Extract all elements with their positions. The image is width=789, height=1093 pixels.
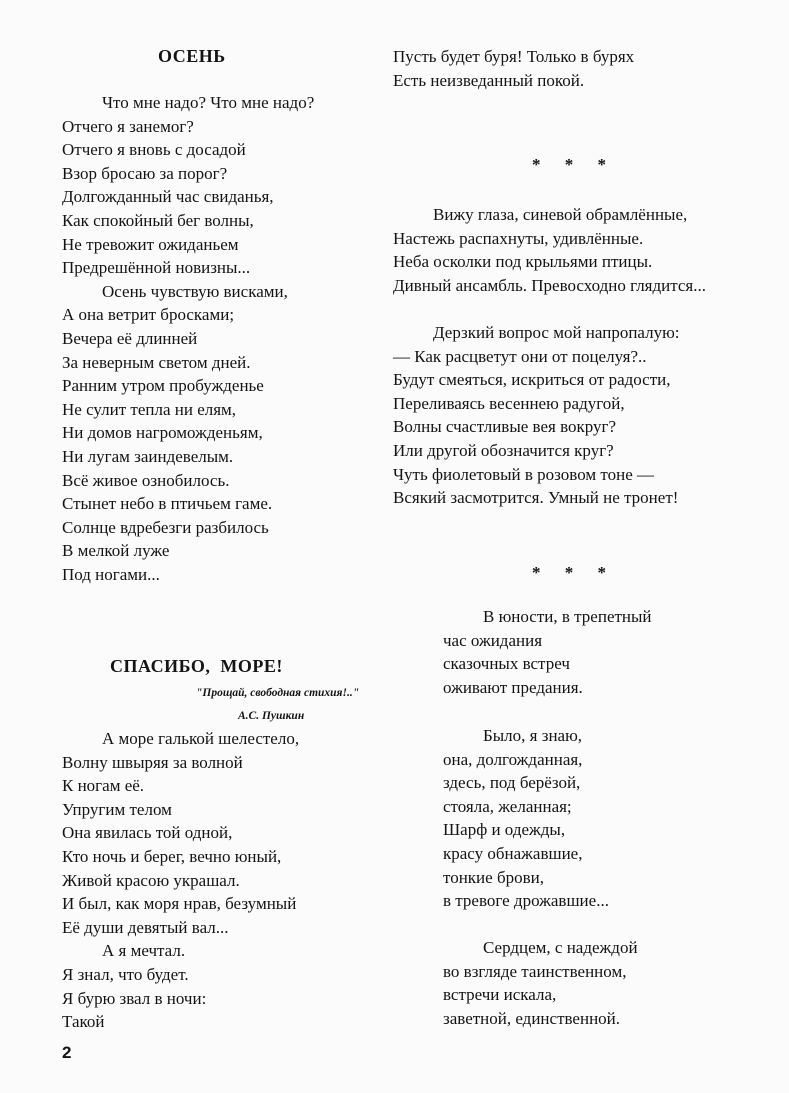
- poem-line: А море галькой шелестело,: [102, 729, 300, 748]
- poem-line: она, долгожданная,: [443, 749, 583, 769]
- poem-line: Чуть фиолетовый в розовом тоне —: [393, 464, 654, 484]
- poem-youth: [443, 605, 652, 699]
- poem-eyes: [393, 203, 706, 297]
- poem-autumn: [62, 91, 314, 586]
- poem-line: Не сулит тепла ни елям,: [62, 399, 237, 419]
- poem-line: заветной, единственной.: [443, 1008, 621, 1028]
- poem-line: Волну швыряя за волной: [62, 752, 243, 772]
- poem-line: Дивный ансамбль. Превосходно глядится...: [393, 275, 706, 295]
- poem-title-sea: СПАСИБО, МОРЕ!: [110, 656, 283, 676]
- poem-line: Вижу глаза, синевой обрамлённые,: [433, 205, 688, 224]
- poem-title-autumn: ОСЕНЬ: [158, 46, 226, 66]
- poem-line: во взгляде таинственном,: [443, 961, 627, 981]
- poem-line: здесь, под берёзой,: [443, 773, 581, 793]
- poem-line: стояла, желанная;: [443, 796, 572, 816]
- poem-line: оживают предания.: [443, 677, 583, 697]
- poem-line: Пусть будет буря! Только в бурях: [393, 47, 635, 66]
- poem-youth-stanza-2: [443, 724, 609, 913]
- poem-line: Под ногами...: [62, 564, 160, 584]
- poem-line: В юности, в трепетный: [483, 607, 652, 626]
- poem-line: Отчего я вновь с досадой: [62, 140, 246, 160]
- poem-line: красу обнажавшие,: [443, 843, 583, 863]
- poem-line: Солнце вдребезги разбилось: [62, 517, 269, 537]
- poem-line: В мелкой луже: [62, 541, 170, 561]
- poem-line: И был, как моря нрав, безумный: [62, 894, 297, 914]
- poem-line: Волны счастливые вея вокруг?: [393, 417, 617, 437]
- poem-line: Настежь распахнуты, удивлённые.: [393, 228, 644, 248]
- poem-line: Всякий засмотрится. Умный не тронет!: [393, 488, 679, 508]
- poem-line: Неба осколки под крыльями птицы.: [393, 252, 653, 272]
- section-separator: * * *: [532, 563, 616, 582]
- poem-line: Долгожданный час свиданья,: [62, 187, 274, 207]
- poem-line: Её души девятый вал...: [62, 917, 229, 937]
- poem-line: Кто ночь и берег, вечно юный,: [62, 846, 282, 866]
- poem-line: Осень чувствую висками,: [102, 281, 288, 301]
- poem-sea: [62, 727, 299, 1034]
- poem-line: Не тревожит ожиданьем: [62, 234, 239, 254]
- poem-line: — Как расцветут они от поцелуя?..: [393, 346, 647, 366]
- poem-line: За неверным светом дней.: [62, 352, 251, 372]
- poem-sea-continuation: [393, 45, 634, 92]
- poem-line: Что мне надо? Что мне надо?: [102, 93, 315, 112]
- poem-line: тонкие брови,: [443, 867, 544, 887]
- poem-line: Стынет небо в птичьем гаме.: [62, 494, 273, 514]
- poem-line: А я мечтал.: [102, 941, 186, 961]
- poem-line: Такой: [62, 1012, 105, 1032]
- poem-line: Взор бросаю за порог?: [62, 163, 228, 183]
- poem-line: Отчего я занемог?: [62, 116, 194, 136]
- poem-line: Сердцем, с надеждой: [483, 938, 638, 957]
- poem-line: Вечера её длинней: [62, 328, 198, 348]
- poem-line: Как спокойный бег волны,: [62, 210, 254, 230]
- poem-line: Или другой обозначится круг?: [393, 440, 614, 460]
- poem-line: встречи искала,: [443, 985, 557, 1005]
- poem-line: А она ветрит бросками;: [62, 305, 235, 325]
- poem-line: Было, я знаю,: [483, 726, 583, 745]
- poem-line: Ранним утром пробужденье: [62, 376, 264, 396]
- page-number: 2: [62, 1043, 72, 1062]
- epigraph: "Прощай, свободная стихия!..": [196, 687, 360, 699]
- poem-line: Есть неизведанный покой.: [393, 70, 585, 90]
- poem-line: Будут смеяться, искриться от радости,: [393, 370, 671, 390]
- poem-line: Переливаясь весеннею радугой,: [393, 393, 625, 413]
- poem-line: час ожидания: [443, 630, 543, 650]
- poem-line: Ни лугам заиндевелым.: [62, 446, 234, 466]
- poem-line: Всё живое ознобилось.: [62, 470, 230, 490]
- poem-line: Дерзкий вопрос мой напропалую:: [433, 323, 680, 342]
- poem-line: Я знал, что будет.: [62, 964, 189, 984]
- poem-eyes-stanza-2: [393, 321, 680, 510]
- poem-line: сказочных встреч: [443, 654, 570, 674]
- section-separator: * * *: [532, 155, 616, 174]
- poem-line: в тревоге дрожавшие...: [443, 891, 609, 911]
- poem-line: Я бурю звал в ночи:: [62, 988, 207, 1008]
- poem-line: Шарф и одежды,: [443, 820, 566, 840]
- poem-line: К ногам её.: [62, 776, 145, 796]
- poem-youth-stanza-3: [443, 936, 638, 1030]
- poem-line: Ни домов нагроможденьям,: [62, 423, 263, 443]
- poem-line: Предрешённой новизны...: [62, 258, 251, 278]
- epigraph-author: А.С. Пушкин: [238, 710, 305, 722]
- poem-line: Она явилась той одной,: [62, 823, 233, 843]
- poem-line: Живой красою украшал.: [62, 870, 240, 890]
- poem-line: Упругим телом: [62, 799, 172, 819]
